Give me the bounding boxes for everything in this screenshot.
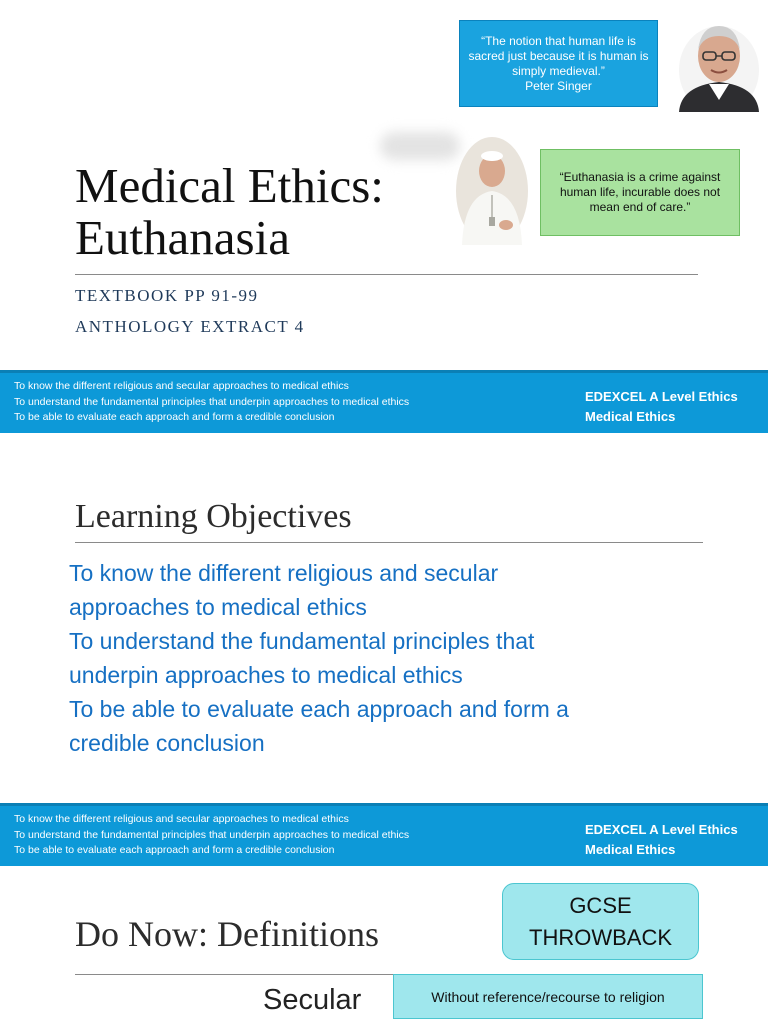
banner-top-line bbox=[0, 370, 768, 373]
course-topic: Medical Ethics bbox=[585, 842, 676, 857]
banner-objective: To know the different religious and secular approaches to medical ethics bbox=[14, 813, 349, 825]
pope-quote-box bbox=[540, 149, 740, 236]
objective-line: credible conclusion bbox=[69, 730, 265, 756]
peter-singer-portrait-icon bbox=[675, 12, 763, 112]
banner-objective: To know the different religious and secular approaches to medical ethics bbox=[14, 380, 349, 392]
banner-course bbox=[585, 387, 738, 427]
banner-objective: To be able to evaluate each approach and form a credible conclusion bbox=[14, 411, 335, 423]
title-divider bbox=[75, 274, 698, 275]
singer-quote-box bbox=[459, 20, 658, 107]
singer-quote-text: “The notion that human life is sacred just because it is human is simply medieval.” bbox=[468, 33, 649, 78]
gcse-label: GCSE bbox=[569, 892, 632, 918]
title-divider bbox=[75, 542, 703, 543]
image-artifact bbox=[380, 132, 460, 160]
gcse-throwback-badge bbox=[502, 883, 699, 960]
objective-line: To understand the fundamental principles that bbox=[69, 628, 535, 654]
slide1-title bbox=[75, 160, 465, 264]
definition-box bbox=[393, 974, 703, 1019]
banner-objective: To be able to evaluate each approach and form a credible conclusion bbox=[14, 844, 335, 856]
title-line-2: Euthanasia bbox=[75, 210, 290, 265]
banner-top-line bbox=[0, 803, 768, 806]
pope-francis-photo bbox=[456, 137, 528, 245]
do-now-title: Do Now: Definitions bbox=[75, 914, 379, 954]
definition-text: Without reference/recourse to religion bbox=[431, 988, 665, 1005]
banner-course bbox=[585, 820, 738, 860]
definition-term: Secular bbox=[263, 984, 362, 1016]
objectives-banner-1 bbox=[0, 370, 768, 433]
anthology-reference: ANTHOLOGY EXTRACT 4 bbox=[75, 317, 305, 336]
singer-quote-author: Peter Singer bbox=[525, 78, 592, 93]
course-title: EDEXCEL A Level Ethics bbox=[585, 389, 738, 404]
title-line-1: Medical Ethics: bbox=[75, 158, 384, 213]
objective-line: approaches to medical ethics bbox=[69, 594, 367, 620]
throwback-label: THROWBACK bbox=[529, 924, 672, 950]
learning-objectives-list bbox=[69, 556, 709, 760]
objectives-banner-2 bbox=[0, 803, 768, 866]
banner-objective: To understand the fundamental principles that underpin approaches to medical ethics bbox=[14, 395, 410, 408]
banner-objectives bbox=[14, 379, 409, 426]
peter-singer-photo bbox=[675, 12, 763, 112]
pope-quote-text: “Euthanasia is a crime against human life, incurable does not mean end of care.” bbox=[559, 170, 721, 214]
course-title: EDEXCEL A Level Ethics bbox=[585, 822, 738, 837]
objective-line: To be able to evaluate each approach and form a bbox=[69, 696, 569, 722]
banner-objectives bbox=[14, 812, 409, 859]
objective-line: underpin approaches to medical ethics bbox=[69, 662, 463, 688]
pope-francis-portrait-icon bbox=[456, 137, 528, 245]
banner-objective: To understand the fundamental principles that underpin approaches to medical ethics bbox=[14, 828, 410, 841]
objective-line: To know the different religious and secular bbox=[69, 560, 499, 586]
textbook-reference: TEXTBOOK PP 91-99 bbox=[75, 286, 259, 305]
learning-objectives-title: Learning Objectives bbox=[75, 498, 352, 535]
course-topic: Medical Ethics bbox=[585, 409, 676, 424]
